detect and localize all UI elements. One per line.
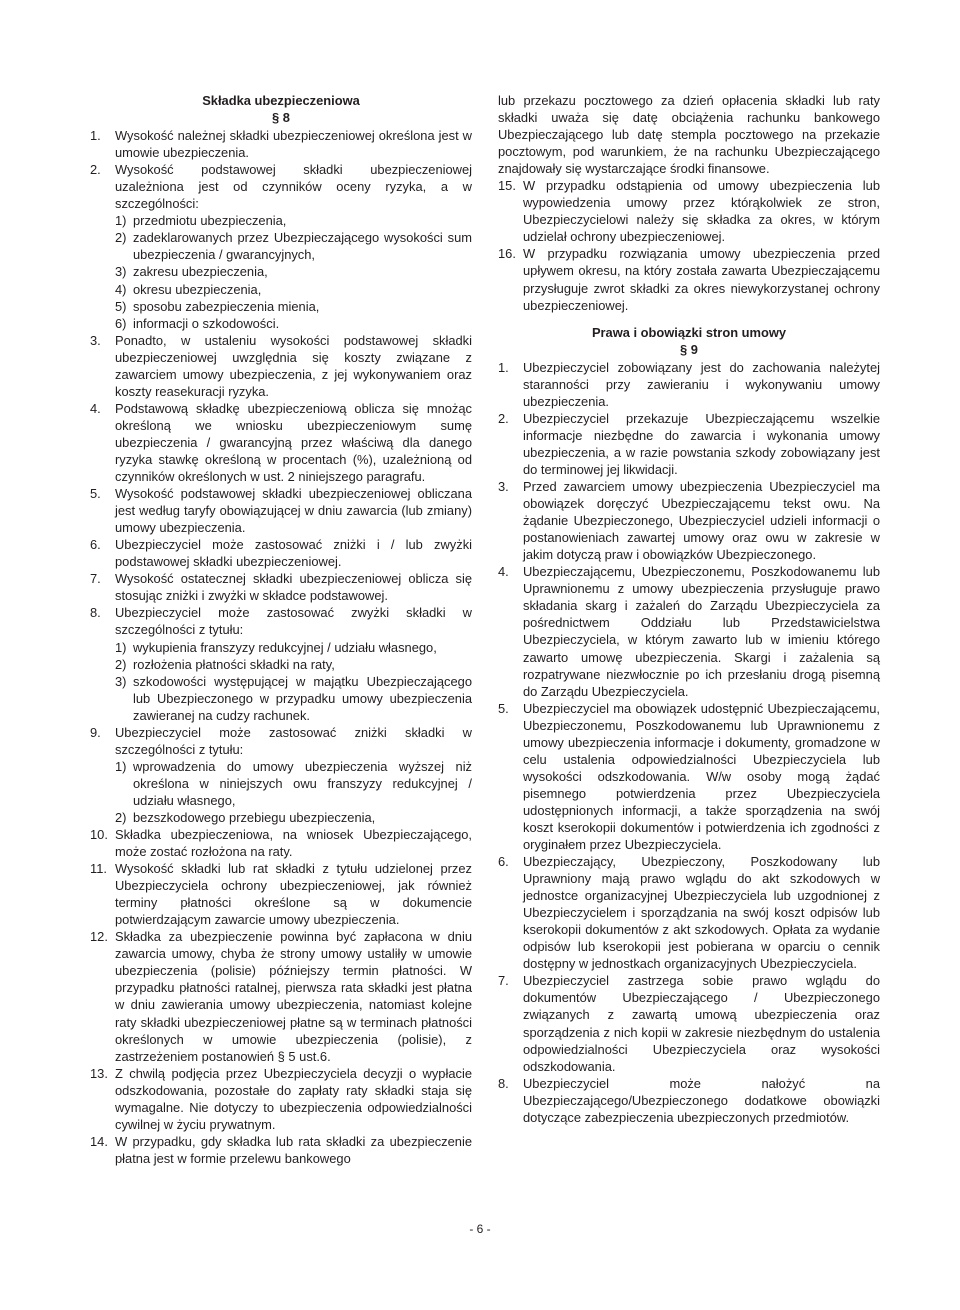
list-item (90, 604, 472, 723)
item-text: Ubezpieczyciel może zastosować zniżki i / lub zwyżki podstawowej składki ubezpieczeniowej. (115, 537, 472, 570)
list-item (498, 410, 880, 478)
list-item (498, 1075, 880, 1126)
item-text: Wysokość składki lub rat składki z tytułu udzielonej przez Ubezpieczyciela ochrony ubezpieczeniowej, jak również terminy płatności określone są w dokumencie potwierdzającym zawarcie umowy ubezpieczenia. (115, 861, 472, 928)
list-item (498, 478, 880, 563)
item-text: Ubezpieczyciel może zastosować zwyżki składki w szczególności z tytułu: (115, 605, 472, 638)
sub-item-number: 2) (115, 656, 127, 672)
item-text: Z chwilą podjęcia przez Ubezpieczyciela decyzji o wypłacie odszkodowania, pozostałe do zapłaty raty składki staja się wymagalne. Nie dotyczy to ubezpieczenia odpowiedzialności cywilnej w życiu prywatnym. (115, 1065, 472, 1132)
paragraph-9-heading: § 9 (680, 341, 698, 357)
sub-item (115, 298, 472, 315)
item-number: 6. (90, 537, 101, 553)
item-number: 7. (90, 571, 101, 587)
item-number: 4. (90, 400, 101, 416)
item-number: 13. (90, 1065, 108, 1081)
sub-item-text: szkodowości występującej w majątku Ubezpieczającego lub Ubezpieczonego w przypadku umowy ubezpieczenia zawieranej na cudzy rachunek. (133, 673, 472, 723)
item-number: 12. (90, 929, 108, 945)
paragraph-8-list (90, 127, 472, 1167)
item-text: W przypadku, gdy składka lub rata składki za ubezpieczenie płatna jest w formie przelewu bankowego (115, 1133, 472, 1166)
item-text: Wysokość ostatecznej składki ubezpieczeniowej oblicza się stosując zniżki i zwyżki w składce podstawowej. (115, 571, 472, 604)
item-number: 3. (498, 479, 509, 495)
list-item (90, 400, 472, 485)
item-text: Wysokość podstawowej składki ubezpieczeniowej uzależniona jest od czynników oceny ryzyka, a w szczególności: (115, 162, 472, 212)
sub-item (115, 758, 472, 809)
sub-item-number: 1) (115, 758, 127, 774)
page-number: - 6 - (469, 1222, 491, 1236)
item-number: 8. (498, 1075, 509, 1091)
item-number: 1. (90, 128, 101, 144)
item-text: Wysokość podstawowej składki ubezpieczeniowej obliczana jest według taryfy obowiązującej w dniu zawarcia (lub zmiany) umowy ubezpieczenia. (115, 486, 472, 536)
item-number: 16. (498, 246, 516, 262)
list-item (90, 860, 472, 928)
sub-item (115, 639, 472, 656)
list-item (90, 570, 472, 604)
sub-item-text: zakresu ubezpieczenia, (133, 264, 268, 280)
item-number: 1. (498, 359, 509, 375)
item-text: W przypadku rozwiązania umowy ubezpieczenia przed upływem okresu, na który została zawarta Ubezpieczającemu przysługuje zwrot składki za okres niewykorzystanej ochrony ubezpieczeniowej. (523, 246, 880, 313)
sub-item (115, 281, 472, 298)
sub-item (115, 809, 472, 826)
item-text: Ubezpieczyciel może zastosować zniżki składki w szczególności z tytułu: (115, 724, 472, 757)
item-number: 11. (90, 861, 107, 877)
list-item (90, 1133, 472, 1167)
sub-item (115, 673, 472, 724)
item-number: 7. (498, 973, 509, 989)
sub-item-text: zadeklarowanych przez Ubezpieczającego wysokości sum ubezpieczenia / gwarancyjnych, (133, 230, 472, 263)
sub-item-number: 1) (115, 213, 127, 229)
list-item (498, 359, 880, 410)
sub-item-text: okresu ubezpieczenia, (133, 281, 262, 297)
list-item (90, 485, 472, 536)
item-text: Ubezpieczyciel zastrzega sobie prawo wglądu do dokumentów Ubezpieczającego / Ubezpieczonego związanych z zawartą umową ubezpieczenia oraz sporządzenia z nich kopii w zakresie niezbędnym do ustalenia odpowiedzialności Ubezpieczyciela oraz wysokości odszkodowania. (523, 973, 880, 1074)
item-number: 2. (90, 162, 101, 178)
item-text: W przypadku odstąpienia od umowy ubezpieczenia lub wypowiedzenia umowy przez którąkolwiek ze stron, Ubezpieczycielowi należy się składka za okres, w którym udzielał ochrony ubezpieczeniowej. (523, 178, 880, 245)
list-item (498, 853, 880, 972)
item-text: Ubezpieczającemu, Ubezpieczonemu, Poszkodowanemu lub Uprawnionemu z umowy ubezpieczenia przysługuje prawo składania skarg i zażaleń do Zarządu Ubezpieczyciela za pośrednictwem Oddziału lub Przedstawicielstwa Ubezpieczyciela, w którym zawarto lub w imieniu którego zawarto umowę ubezpieczenia. Skargi i zażalenia są rozpatrywane niezwłocznie po ich przesłaniu drogą pisemną do Zarządu Ubezpieczyciela. (523, 564, 880, 699)
sub-item-text: sposobu zabezpieczenia mienia, (133, 298, 320, 314)
item-text: Przed zawarciem umowy ubezpieczenia Ubezpieczyciel ma obowiązek doręczyć Ubezpieczającemu tekst owu. Na żądanie Ubezpieczonego, Ubezpieczyciel udzieli informacji o postanowieniach zawartej umowy oraz owu w zakresie w jakim dotyczą praw i obowiązków Ubezpieczonego. (523, 479, 880, 563)
list-item (498, 563, 880, 699)
sub-item-number: 6) (115, 315, 127, 331)
section-title-rights: Prawa i obowiązki stron umowy (591, 324, 787, 340)
section-title-premium: Składka ubezpieczeniowa (202, 93, 360, 108)
item-number: 2. (498, 410, 509, 426)
right-column (498, 92, 880, 1126)
list-item (90, 127, 472, 161)
item-number: 5. (498, 700, 509, 716)
sub-item (115, 212, 472, 229)
list-item (90, 928, 472, 1064)
item-text: Składka ubezpieczeniowa, na wniosek Ubezpieczającego, może zostać rozłożona na raty. (115, 827, 472, 860)
list-item (498, 245, 880, 313)
list-item (90, 332, 472, 400)
sub-item-number: 2) (115, 809, 127, 825)
sub-item-text: rozłożenia płatności składki na raty, (133, 656, 335, 672)
sub-item-text: wprowadzenia do umowy ubezpieczenia wyższej niż określona w niniejszych owu franszyzy redukcyjnej / udziału własnego, (133, 758, 472, 808)
list-item (90, 161, 472, 331)
item-text: Ponadto, w ustaleniu wysokości podstawowej składki ubezpieczeniowej uwzględnia się koszty związane z zawarciem umowy ubezpieczenia, z jej wykonywaniem oraz koszty reasekuracji ryzyka. (115, 332, 472, 399)
item-text: Podstawową składkę ubezpieczeniową oblicza się mnożąc określoną we wniosku ubezpieczeniowym sumę ubezpieczenia / gwarancyjną przez właściwą dla danego ryzyka stawkę określoną w procentach (%), uzależnioną od czynników określonych w ust. 2 niniejszego paragrafu. (115, 400, 472, 485)
paragraph-8-list-continued (498, 177, 880, 313)
sub-item (115, 229, 472, 263)
item-text: Ubezpieczyciel ma obowiązek udostępnić Ubezpieczającemu, Ubezpieczonemu, Poszkodowanemu lub Uprawnionemu z umowy ubezpieczenia informacje i dokumenty, gromadzone w celu ustalenia odpowiedzialności Ubezpieczyciela lub wysokości odszkodowania. W/w osoby mogą żądać pisemnego potwierdzenia przez Ubezpieczyciela udostępnionych informacji, a także sporządzenia na swój koszt kserokopii dokumentów i potwierdzenia ich zgodności z oryginałem przez Ubezpieczyciela. (523, 700, 880, 853)
sub-item-number: 3) (115, 673, 127, 689)
item-number: 4. (498, 564, 509, 580)
item-text: Składka za ubezpieczenie powinna być zapłacona w dniu zawarcia umowy, chyba że strony umowy ustaliły w umowie ubezpieczenia (polisie) późniejszy termin płatności. W przypadku płatności ratalnej, pierwsza rata składki jest płatna w dniu zawierania umowy ubezpieczenia, natomiast kolejne raty składki ubezpieczeniowej płatne są w terminach płatności określonych w umowie ubezpieczenia (polisie), z zastrzeżeniem postanowień § 5 ust.6. (115, 929, 472, 1064)
paragraph-8-heading: § 8 (272, 110, 290, 126)
sub-item-number: 3) (115, 264, 127, 280)
item-number: 9. (90, 724, 101, 740)
item-text: Ubezpieczyciel może nałożyć na Ubezpieczającego/Ubezpieczonego dodatkowe obowiązki dotyczące zabezpieczenia ubezpieczonych przedmiotów. (523, 1075, 880, 1125)
item-number: 15. (498, 178, 516, 194)
item-text: Wysokość należnej składki ubezpieczeniowej określona jest w umowie ubezpieczenia. (115, 128, 472, 161)
list-item (90, 826, 472, 860)
sub-item-number: 1) (115, 639, 127, 655)
left-column (90, 92, 472, 1167)
item-number: 8. (90, 605, 101, 621)
list-item (90, 724, 472, 826)
continuation-text: lub przekazu pocztowego za dzień opłacenia składki lub raty składki uważa się datę obciążenia rachunku bankowego Ubezpieczającego lub datę stempla pocztowego na przekazie pocztowym, pod warunkiem, że na rachunku Ubezpieczającego znajdowały się wystarczające środki finansowe. (498, 93, 880, 177)
list-item (90, 1065, 472, 1133)
sub-item (115, 315, 472, 332)
sub-item-text: przedmiotu ubezpieczenia, (133, 213, 287, 229)
sub-item-number: 2) (115, 230, 127, 246)
item-number: 3. (90, 332, 101, 348)
item-text: Ubezpieczyciel przekazuje Ubezpieczającemu wszelkie informacje niezbędne do zawarcia i wykonania umowy ubezpieczenia, a w razie powstania szkody zobowiązany jest do terminowej jej likwidacji. (523, 410, 880, 477)
list-item (498, 700, 880, 853)
sub-item-number: 4) (115, 281, 127, 297)
item-number: 14. (90, 1133, 108, 1149)
item-number: 6. (498, 854, 509, 870)
list-item (498, 177, 880, 245)
sub-item-number: 5) (115, 298, 127, 314)
item-number: 10. (90, 827, 108, 843)
list-item (90, 536, 472, 570)
sub-item (115, 656, 472, 673)
paragraph-9-list (498, 359, 880, 1126)
sub-item-text: wykupienia franszyzy redukcyjnej / udziału własnego, (133, 639, 437, 655)
item-number: 5. (90, 486, 101, 502)
item-text: Ubezpieczający, Ubezpieczony, Poszkodowany lub Uprawniony mają prawo wglądu do akt szkodowych w jednostce organizacyjnej Ubezpieczyciela lub uzgodnionej z Ubezpieczycielem i sporządzania na swój koszt odpisów lub kserokopii dokumentów z akt szkodowych. Opłata za wydanie odpisów lub kserokopii jest pobierana w oparciu o cennik dostępny w jednostkach organizacyjnych Ubezpieczyciela. (523, 854, 880, 972)
sub-item-text: informacji o szkodowości. (133, 315, 280, 331)
item-text: Ubezpieczyciel zobowiązany jest do zachowania należytej staranności przy zawieraniu i wykonywaniu umowy ubezpieczenia. (523, 359, 880, 409)
sub-item-text: bezszkodowego przebiegu ubezpieczenia, (133, 809, 376, 825)
sub-item (115, 263, 472, 280)
list-item (498, 972, 880, 1074)
